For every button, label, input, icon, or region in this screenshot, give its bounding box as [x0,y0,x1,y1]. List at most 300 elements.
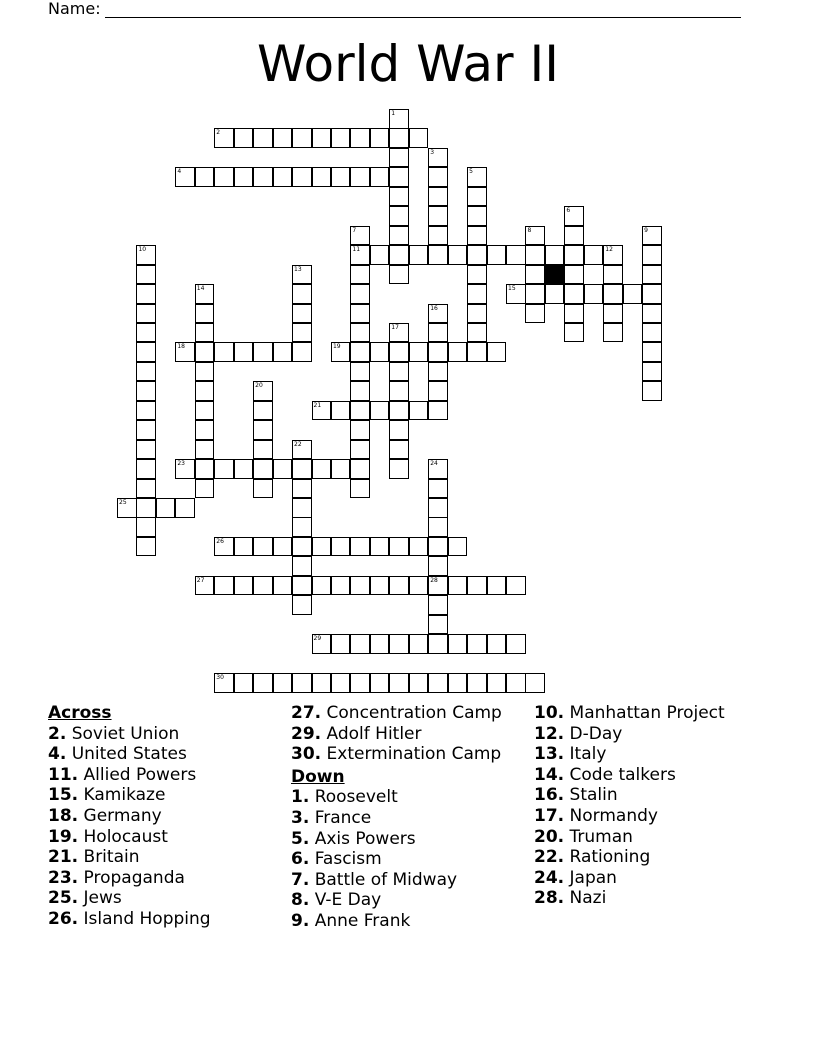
crossword-cell[interactable] [273,673,293,693]
crossword-cell[interactable] [292,304,312,324]
crossword-cell[interactable] [350,537,370,557]
crossword-cell[interactable] [195,284,215,304]
crossword-cell[interactable] [506,634,526,654]
crossword-cell[interactable] [389,381,409,401]
crossword-cell[interactable] [253,401,273,421]
clue-number-label: 2. [48,723,67,744]
crossword-cell[interactable] [214,576,234,596]
crossword-cell[interactable] [642,226,662,246]
crossword-cell[interactable] [350,304,370,324]
crossword-cell[interactable] [428,362,448,382]
crossword-cell[interactable] [136,440,156,460]
crossword-cell[interactable] [389,323,409,343]
crossword-cell[interactable] [642,304,662,324]
clue-number-label: 24. [534,867,565,888]
clue-text: Italy [564,744,607,765]
down-heading: Down [291,766,345,787]
crossword-cell[interactable] [428,187,448,207]
crossword-cell[interactable] [545,284,565,304]
crossword-cell[interactable] [312,537,332,557]
crossword-cell[interactable] [253,576,273,596]
crossword-cell[interactable] [584,284,604,304]
crossword-cell[interactable] [409,245,429,265]
crossword-cell[interactable] [292,595,312,615]
clue-text: Extermination Camp [321,744,502,765]
crossword-cell[interactable] [136,537,156,557]
crossword-cell[interactable] [195,362,215,382]
crossword-cell[interactable] [389,206,409,226]
clue-number-label: 11. [48,764,79,785]
name-label: Name: [48,0,101,18]
crossword-cell[interactable] [487,634,507,654]
crossword-cell[interactable] [467,304,487,324]
crossword-cell[interactable] [136,401,156,421]
crossword-cell[interactable] [234,576,254,596]
crossword-cell[interactable] [292,128,312,148]
crossword-cell[interactable] [136,420,156,440]
crossword-cell[interactable] [642,284,662,304]
crossword-cell[interactable] [292,576,312,596]
crossword-cell[interactable] [370,576,390,596]
crossword-cell[interactable] [292,459,312,479]
crossword-cell[interactable] [273,537,293,557]
crossword-cell[interactable] [467,245,487,265]
crossword-cell[interactable] [603,323,623,343]
crossword-cell[interactable] [389,362,409,382]
crossword-cell[interactable] [506,576,526,596]
crossword-cell[interactable] [350,265,370,285]
crossword-cell[interactable] [487,342,507,362]
crossword-cell[interactable] [253,479,273,499]
crossword-cell[interactable] [448,342,468,362]
crossword-cell[interactable] [331,576,351,596]
crossword-cell[interactable] [487,576,507,596]
crossword-cell[interactable] [292,673,312,693]
clue-item [534,806,725,827]
crossword-cell[interactable] [428,401,448,421]
clue-item [291,890,502,911]
crossword-cell[interactable] [234,537,254,557]
crossword-cell[interactable] [467,167,487,187]
crossword-cell[interactable] [253,167,273,187]
clue-number: 7 [352,226,357,234]
crossword-cell[interactable] [389,401,409,421]
crossword-cell[interactable] [117,498,137,518]
clue-text: Britain [78,847,140,868]
crossword-cell[interactable] [214,167,234,187]
crossword-cell[interactable] [195,576,215,596]
crossword-cell[interactable] [195,381,215,401]
crossword-cell[interactable] [292,284,312,304]
clue-number: 4 [177,168,182,176]
crossword-cell[interactable] [409,128,429,148]
crossword-cell[interactable] [525,245,545,265]
crossword-cell[interactable] [292,265,312,285]
crossword-cell[interactable] [273,459,293,479]
crossword-cell[interactable] [312,576,332,596]
clue-number: 3 [430,148,435,156]
crossword-cell[interactable] [350,440,370,460]
crossword-cell[interactable] [292,556,312,576]
crossword-cell[interactable] [273,576,293,596]
crossword-cell[interactable] [253,673,273,693]
crossword-cell[interactable] [389,245,409,265]
crossword-cell[interactable] [467,576,487,596]
clue-item [291,849,502,870]
clue-number: 29 [313,635,322,643]
clue-item [534,785,725,806]
crossword-cell[interactable] [350,245,370,265]
clue-column-3 [534,703,725,909]
crossword-cell[interactable] [564,206,584,226]
crossword-cell[interactable] [350,576,370,596]
crossword-cell[interactable] [350,128,370,148]
crossword-cell[interactable] [525,673,545,693]
crossword-cell[interactable] [409,673,429,693]
crossword-cell[interactable] [195,323,215,343]
clue-number-label: 1. [291,787,310,808]
crossword-cell[interactable] [603,265,623,285]
crossword-cell[interactable] [428,206,448,226]
crossword-cell[interactable] [389,265,409,285]
crossword-cell[interactable] [234,128,254,148]
crossword-cell[interactable] [428,634,448,654]
crossword-cell[interactable] [467,284,487,304]
clue-text: United States [66,744,187,765]
crossword-cell[interactable] [409,401,429,421]
crossword-cell[interactable] [292,440,312,460]
crossword-cell[interactable] [642,381,662,401]
crossword-cell[interactable] [564,284,584,304]
clue-item [534,888,725,909]
crossword-cell[interactable] [292,537,312,557]
crossword-cell[interactable] [136,284,156,304]
clue-number: 22 [294,440,302,448]
crossword-cell[interactable] [136,245,156,265]
crossword-cell[interactable] [136,479,156,499]
crossword-cell[interactable] [136,498,156,518]
crossword-cell[interactable] [409,634,429,654]
down-clue-list-continued [534,703,725,909]
clue-text: Propaganda [78,867,185,888]
crossword-cell[interactable] [428,245,448,265]
crossword-cell[interactable] [312,167,332,187]
crossword-cell[interactable] [428,459,448,479]
crossword-cell[interactable] [467,342,487,362]
clue-text: Code talkers [564,764,676,785]
crossword-cell[interactable] [331,167,351,187]
crossword-cell[interactable] [389,128,409,148]
crossword-cell[interactable] [292,342,312,362]
crossword-cell[interactable] [195,304,215,324]
crossword-cell[interactable] [214,537,234,557]
crossword-cell[interactable] [428,517,448,537]
crossword-cell[interactable] [642,245,662,265]
crossword-cell[interactable] [136,362,156,382]
crossword-cell[interactable] [350,459,370,479]
crossword-cell[interactable] [428,148,448,168]
clue-item [534,724,725,745]
crossword-cell[interactable] [389,187,409,207]
crossword-cell[interactable] [195,420,215,440]
crossword-cell[interactable] [136,265,156,285]
clue-number-label: 12. [534,723,565,744]
crossword-cell[interactable] [389,167,409,187]
crossword-cell[interactable] [370,634,390,654]
crossword-cell[interactable] [506,245,526,265]
crossword-cell[interactable] [312,401,332,421]
crossword-cell[interactable] [175,459,195,479]
clue-number-label: 4. [48,744,67,765]
crossword-cell[interactable] [253,420,273,440]
crossword-cell[interactable] [487,673,507,693]
crossword-cell[interactable] [234,167,254,187]
crossword-cell[interactable] [234,459,254,479]
crossword-cell[interactable] [389,459,409,479]
crossword-cell[interactable] [448,245,468,265]
crossword-cell[interactable] [603,245,623,265]
across-clue-list-continued [291,703,502,765]
crossword-cell[interactable] [467,673,487,693]
crossword-cell[interactable] [525,304,545,324]
clue-number-label: 8. [291,890,310,911]
crossword-cell[interactable] [331,537,351,557]
clue-number: 19 [332,343,341,351]
crossword-cell[interactable] [273,167,293,187]
crossword-cell[interactable] [136,459,156,479]
crossword-cell[interactable] [428,167,448,187]
crossword-cell[interactable] [253,459,273,479]
crossword-cell[interactable] [428,342,448,362]
crossword-cell[interactable] [136,342,156,362]
crossword-cell[interactable] [545,245,565,265]
crossword-cell[interactable] [292,517,312,537]
crossword-cell[interactable] [331,673,351,693]
crossword-cell[interactable] [564,323,584,343]
crossword-cell[interactable] [448,634,468,654]
crossword-cell[interactable] [428,381,448,401]
clue-number-label: 28. [534,888,565,909]
crossword-cell[interactable] [428,226,448,246]
crossword-cell[interactable] [175,498,195,518]
crossword-cell[interactable] [448,576,468,596]
crossword-cell[interactable] [331,342,351,362]
crossword-cell[interactable] [350,167,370,187]
crossword-cell[interactable] [156,498,176,518]
crossword-cell[interactable] [603,304,623,324]
crossword-cell[interactable] [350,381,370,401]
crossword-cell[interactable] [487,245,507,265]
crossword-cell[interactable] [506,673,526,693]
crossword-cell[interactable] [350,673,370,693]
crossword-cell[interactable] [312,128,332,148]
crossword-cell[interactable] [389,420,409,440]
crossword-cell[interactable] [467,634,487,654]
crossword-cell[interactable] [214,342,234,362]
crossword-cell[interactable] [350,634,370,654]
crossword-cell[interactable] [312,459,332,479]
crossword-cell[interactable] [467,226,487,246]
crossword-cell[interactable] [350,401,370,421]
crossword-cell[interactable] [603,284,623,304]
crossword-cell[interactable] [253,440,273,460]
crossword-cell[interactable] [312,634,332,654]
crossword-cell[interactable] [467,206,487,226]
crossword-cell[interactable] [389,634,409,654]
crossword-cell[interactable] [195,401,215,421]
crossword-cell[interactable] [564,304,584,324]
crossword-cell[interactable] [136,517,156,537]
clue-number-label: 5. [291,828,310,849]
crossword-cell[interactable] [312,673,332,693]
crossword-cell[interactable] [234,673,254,693]
crossword-cell[interactable] [428,498,448,518]
crossword-cell[interactable] [234,342,254,362]
crossword-cell[interactable] [350,284,370,304]
crossword-cell[interactable] [389,673,409,693]
crossword-cell[interactable] [331,634,351,654]
crossword-cell[interactable] [292,479,312,499]
crossword-cell[interactable] [292,498,312,518]
crossword-cell[interactable] [350,323,370,343]
crossword-cell[interactable] [214,128,234,148]
crossword-cell[interactable] [525,265,545,285]
crossword-cell[interactable] [331,128,351,148]
crossword-cell[interactable] [350,226,370,246]
crossword-cell[interactable] [623,284,643,304]
crossword-cell[interactable] [389,148,409,168]
crossword-cell[interactable] [350,479,370,499]
crossword-cell[interactable] [253,128,273,148]
crossword-cell[interactable] [389,440,409,460]
crossword-cell[interactable] [175,167,195,187]
crossword-cell[interactable] [428,479,448,499]
crossword-cell[interactable] [467,265,487,285]
crossword-cell[interactable] [195,459,215,479]
clue-item [48,888,211,909]
clue-number-label: 25. [48,888,79,909]
clue-item [48,806,211,827]
crossword-cell[interactable] [389,576,409,596]
crossword-cell[interactable] [428,673,448,693]
crossword-cell[interactable] [136,304,156,324]
crossword-cell[interactable] [448,537,468,557]
crossword-cell[interactable] [214,459,234,479]
crossword-cell[interactable] [370,128,390,148]
crossword-cell[interactable] [389,226,409,246]
crossword-cell[interactable] [350,420,370,440]
clue-text: Jews [78,888,122,909]
crossword-cell[interactable] [292,167,312,187]
crossword-cell[interactable] [448,673,468,693]
clue-number: 25 [119,499,127,506]
clue-number-label: 7. [291,869,310,890]
crossword-cell[interactable] [642,362,662,382]
crossword-cell[interactable] [428,304,448,324]
crossword-cell[interactable] [642,265,662,285]
crossword-cell[interactable] [409,576,429,596]
clue-number-label: 22. [534,847,565,868]
crossword-cell[interactable] [273,342,293,362]
crossword-cell[interactable] [175,342,195,362]
crossword-cell[interactable] [331,459,351,479]
crossword-cell[interactable] [214,673,234,693]
crossword-cell[interactable] [136,323,156,343]
crossword-cell[interactable] [525,284,545,304]
clue-item [291,870,502,891]
crossword-cell[interactable] [428,556,448,576]
crossword-cell[interactable] [564,265,584,285]
clue-number: 15 [508,285,516,293]
crossword-cell[interactable] [428,576,448,596]
clue-number: 24 [430,460,438,468]
crossword-cell[interactable] [428,595,448,615]
crossword-cell[interactable] [564,226,584,246]
crossword-cell[interactable] [428,537,448,557]
crossword-cell[interactable] [642,323,662,343]
crossword-cell[interactable] [409,342,429,362]
clue-number-label: 10. [534,703,565,723]
clue-number-label: 14. [534,764,565,785]
crossword-cell[interactable] [195,479,215,499]
clue-number: 5 [469,168,473,176]
crossword-cell[interactable] [370,401,390,421]
crossword-cell[interactable] [525,226,545,246]
crossword-cell[interactable] [136,381,156,401]
crossword-cell[interactable] [195,342,215,362]
clue-item [48,744,211,765]
crossword-cell[interactable] [195,167,215,187]
clue-number-label: 16. [534,785,565,806]
crossword-cell[interactable] [350,362,370,382]
crossword-cell[interactable] [389,537,409,557]
clue-item [291,787,502,808]
clue-number: 20 [255,382,263,390]
crossword-cell[interactable] [467,323,487,343]
clue-number-label: 20. [534,826,565,847]
crossword-cell[interactable] [389,342,409,362]
crossword-cell[interactable] [350,342,370,362]
crossword-cell[interactable] [409,537,429,557]
clue-item [291,724,502,745]
crossword-cell[interactable] [253,342,273,362]
crossword-cell[interactable] [370,167,390,187]
crossword-cell[interactable] [370,342,390,362]
crossword-cell[interactable] [273,128,293,148]
clue-number: 21 [313,401,322,409]
crossword-cell[interactable] [584,245,604,265]
crossword-cell[interactable] [642,342,662,362]
crossword-cell[interactable] [506,284,526,304]
clue-number-label: 26. [48,908,79,929]
crossword-cell[interactable] [292,323,312,343]
crossword-cell[interactable] [564,245,584,265]
crossword-cell[interactable] [370,245,390,265]
crossword-cell[interactable] [253,381,273,401]
clue-number: 6 [566,207,571,215]
crossword-cell[interactable] [428,323,448,343]
crossword-cell[interactable] [389,109,409,129]
crossword-cell[interactable] [370,673,390,693]
crossword-cell[interactable] [370,537,390,557]
crossword-cell[interactable] [331,401,351,421]
page-title: World War II [256,35,559,93]
clue-item [291,744,502,765]
crossword-cell[interactable] [253,537,273,557]
crossword-cell[interactable] [467,187,487,207]
crossword-cell[interactable] [428,615,448,635]
crossword-cell[interactable] [195,440,215,460]
